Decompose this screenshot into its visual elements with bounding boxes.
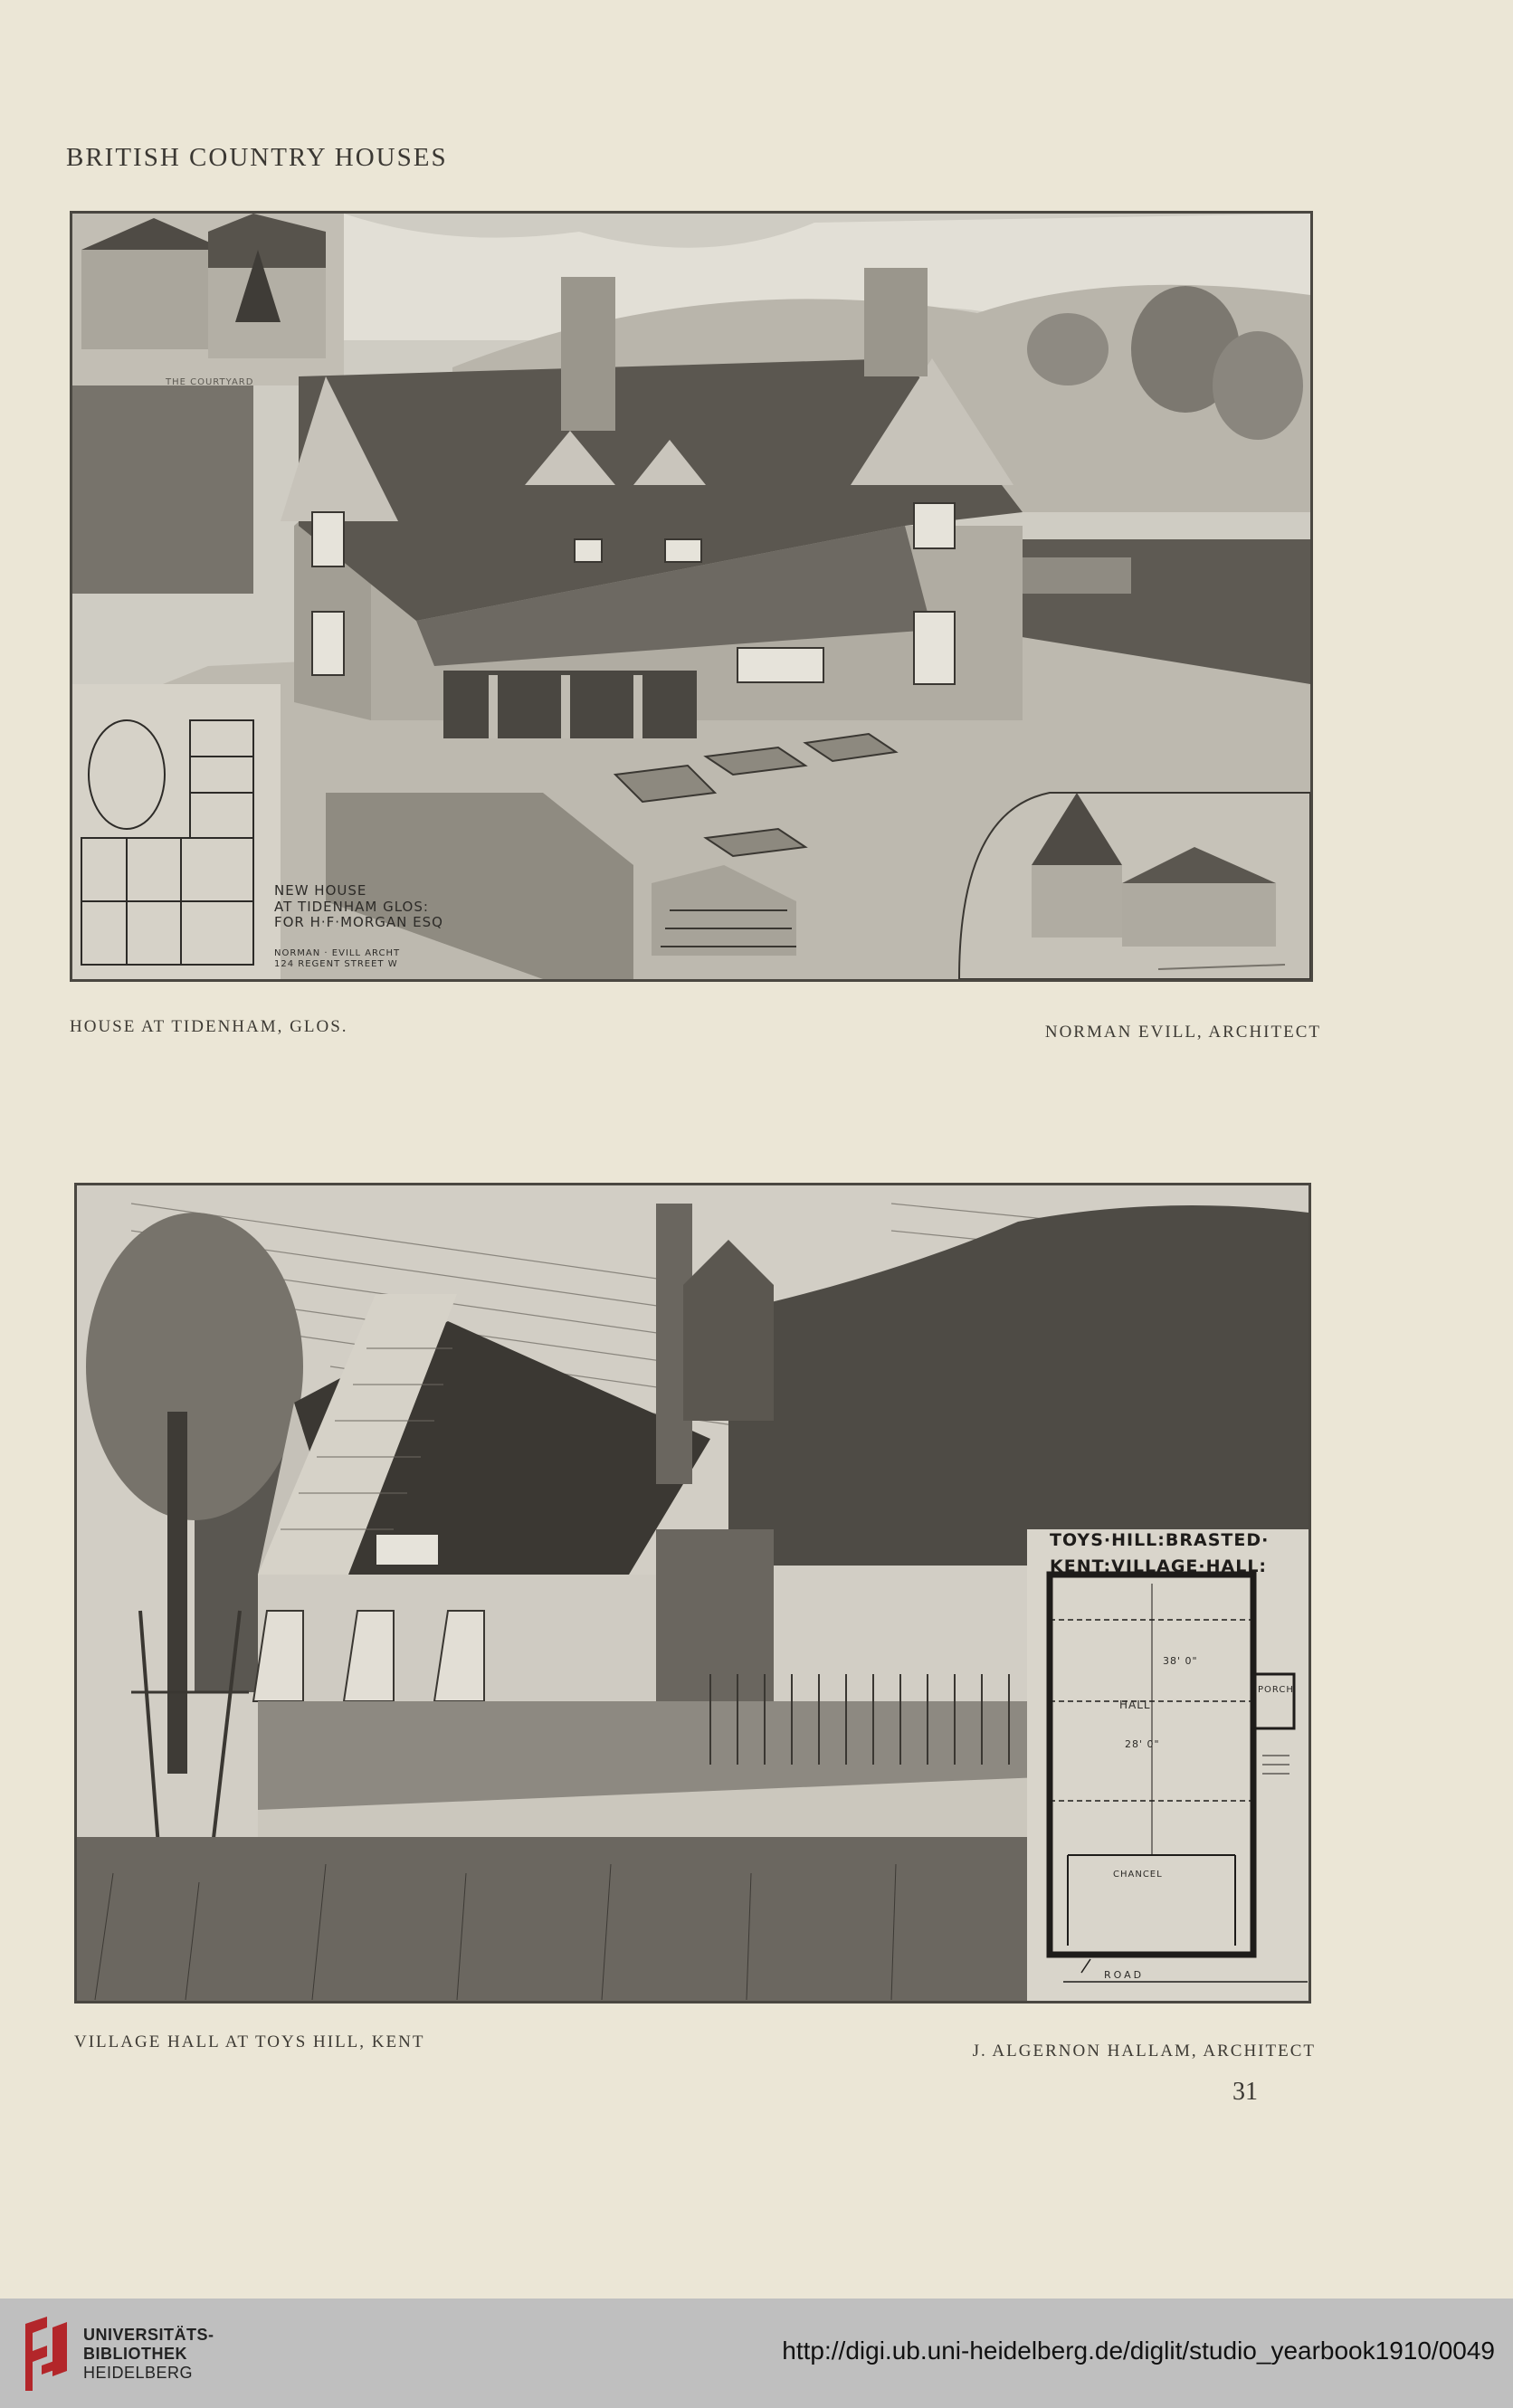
logo-line: BIBLIOTHEK <box>83 2345 187 2363</box>
caption-right: NORMAN EVILL, ARCHITECT <box>1044 1023 1321 1042</box>
sketch-label-chancel: CHANCEL <box>1113 1870 1163 1880</box>
page-number: 31 <box>1232 2078 1258 2106</box>
university-logo-icon <box>20 2315 72 2393</box>
running-head: BRITISH COUNTRY HOUSES <box>66 143 448 172</box>
sketch-label-architect: NORMAN · EVILL ARCHT 124 REGENT STREET W <box>274 948 401 969</box>
house-tidenham-drawing <box>72 214 1310 979</box>
university-logo-text <box>83 2326 214 2383</box>
sketch-label-new-house: NEW HOUSE AT TIDENHAM GLOS: FOR H·F·MORGAN ESQ <box>274 882 443 931</box>
sketch-label-courtyard: THE COURTYARD <box>166 377 254 387</box>
caption-left: VILLAGE HALL AT TOYS HILL, KENT <box>74 2032 425 2051</box>
sketch-label-title: TOYS·HILL:BRASTED· KENT:VILLAGE·HALL: <box>1050 1530 1270 1576</box>
logo-line: UNIVERSITÄTS- <box>83 2326 214 2344</box>
sketch-label-length: 38' 0" <box>1163 1655 1198 1667</box>
caption-left: HOUSE AT TIDENHAM, GLOS. <box>70 1017 348 1036</box>
sketch-label-hall: HALL <box>1119 1699 1151 1711</box>
sketch-label-porch: PORCH <box>1258 1685 1294 1695</box>
sketch-label-width: 28' 0" <box>1125 1738 1160 1750</box>
sketch-label-road: ROAD <box>1104 1969 1145 1981</box>
footer-bar <box>0 2299 1513 2408</box>
illustration-village-hall <box>74 1183 1311 2003</box>
caption-right: J. ALGERNON HALLAM, ARCHITECT <box>972 2042 1316 2061</box>
logo-line: HEIDELBERG <box>83 2364 194 2382</box>
source-url-link[interactable]: http://digi.ub.uni-heidelberg.de/diglit/studio_yearbook1910/0049 <box>782 2337 1495 2365</box>
illustration-house-tidenham <box>70 211 1313 982</box>
